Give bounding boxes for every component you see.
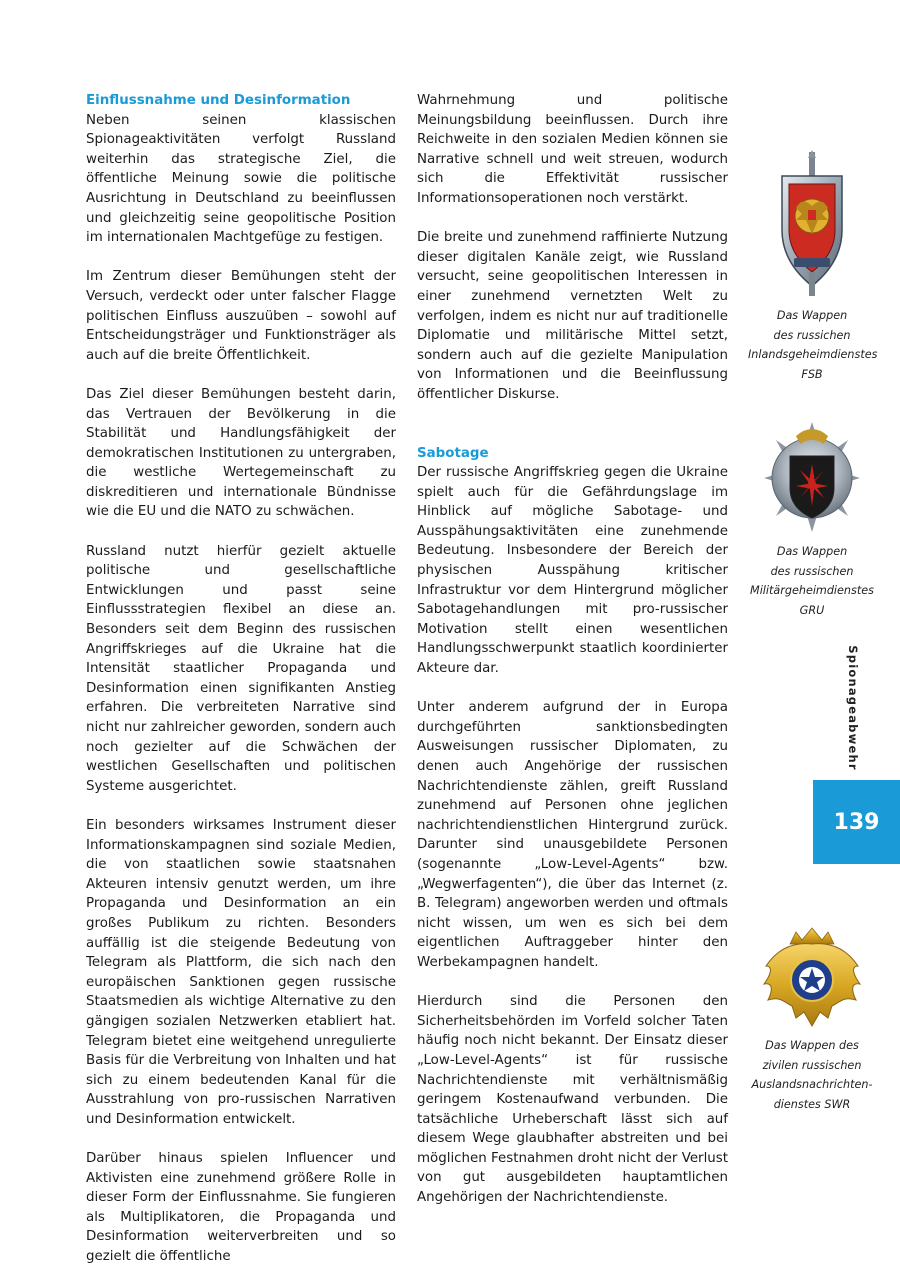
section-heading-sabotage: Sabotage — [417, 445, 489, 461]
page-number: 139 — [813, 780, 900, 864]
paragraph: Wahrnehmung und politische Meinungsbildung beeinflussen. Durch ihre Reichweite in den sozialen Medien können sie Narrative schnell und weit streuen, wodurch sich die Effektivität russischer Informationsoperationen noch verstärkt. — [417, 93, 728, 206]
section-heading-einflussnahme: Einflussnahme und Desinformation — [86, 93, 351, 108]
paragraph: Im Zentrum dieser Bemühungen steht der Versuch, verdeckt oder unter falscher Flagge politischen Einfluss auszuüben – sowohl auf Entscheidungsträger und Funktionsträger als auch auf die breite Öffentlichkeit. — [86, 269, 396, 363]
paragraph: Hierdurch sind die Personen den Sicherheitsbehörden im Vorfeld solcher Taten häufig noch nicht bekannt. Der Einsatz dieser „Low-Level-Agents“ ist für russische Nachrichtendienste mit verhältnismäßig geringem Kostenaufwand verbunden. Die tatsächliche Urheberschaft lässt sich auf diesem Wege glaubhafter abstreiten und bei möglichen Festnahmen droht nicht der Verlust von gut ausgebildeten hauptamtlichen Angehörigen der Nachrichtendienste. — [417, 994, 728, 1206]
gru-caption: Das Wappen des russischen Militärgeheimdienstes GRU — [750, 545, 874, 617]
paragraph: Darüber hinaus spielen Influencer und Aktivisten eine zunehmend größere Rolle in dieser Form der Einflussnahme. Sie fungieren als Multiplikatoren, die Propaganda und Desinformation weiterverbreiten und so gezielt die öffentliche — [86, 1151, 396, 1265]
swr-figure — [748, 922, 876, 1114]
left-column — [86, 91, 396, 1286]
paragraph: Die breite und zunehmend raffinierte Nutzung dieser digitalen Kanäle zeigt, wie Russland versucht, seine geopolitischen Interessen in einer zunehmend vernetzten Welt zu verfolgen, indem es nicht nur auf traditionelle Diplomatie und militärische Mittel setzt, sondern auch auf die gezielte Manipulation von Informationen und die Beeinflussung öffentlicher Diskurse. — [417, 230, 728, 402]
paragraph: Das Ziel dieser Bemühungen besteht darin, das Vertrauen der Bevölkerung in die Stabilität und Handlungsfähigkeit der demokratischen Institutionen zu untergraben, die westliche Wertegemeinschaft zu diskreditieren und internationale Bündnisse wie die EU und die NATO zu schwächen. — [86, 386, 396, 520]
gru-figure — [748, 418, 876, 620]
paragraph: Russland nutzt hierfür gezielt aktuelle politische und gesellschaftliche Entwicklungen und passt seine Einflussstrategien flexibel an diese an. Besonders seit dem Beginn des russischen Angriffskrieges auf die Ukraine hat die Intensität staatlicher Propaganda und Desinformation einen signifikanten Anstieg erfahren. Die verbreiteten Narrative sind nicht nur zahlreicher geworden, sondern auch noch gezielter auf die Schwächen der westlichen Gesellschaften und politischen Systeme ausgerichtet. — [86, 543, 396, 794]
fsb-emblem-icon — [772, 150, 852, 300]
middle-column — [417, 91, 728, 1227]
paragraph: Neben seinen klassischen Spionageaktivitäten verfolgt Russland weiterhin das strategische Ziel, die öffentliche Meinung sowie die politische Ausrichtung in Deutschland zu beeinflussen und gleichzeitig seine geopolitische Position im internationalen Machtgefüge zu festigen. — [86, 112, 396, 246]
fsb-caption: Das Wappen des russichen Inlandsgeheimdienstes FSB — [748, 309, 878, 381]
fsb-figure — [748, 150, 876, 384]
gru-emblem-icon — [760, 418, 864, 536]
paragraph: Unter anderem aufgrund der in Europa durchgeführten sanktionsbedingten Ausweisungen russischer Diplomaten, zu denen auch Angehörige der russischen Nachrichtendienste zählen, greift Russland zunehmend auf Personen ohne jeglichen nachrichtendienstlichen Hintergrund zurück. Darunter sind unausgebildete Personen (sogenannte „Low-Level-Agents“ bzw. „Wegwerfagenten“), die über das Internet (z. B. Telegram) angeworben werden und oftmals nicht wissen, um wen es sich bei dem eigentlichen Auftraggeber hinter den Werbekampagnen handelt. — [417, 700, 728, 970]
swr-caption: Das Wappen des zivilen russischen Auslandsnachrichten- dienstes SWR — [751, 1039, 873, 1111]
paragraph: Der russische Angriffskrieg gegen die Ukraine spielt auch für die Gefährdungslage im Hinblick auf mögliche Sabotage- und Ausspähungsaktivitäten eine zunehmende Bedeutung. Insbesondere der Bereich der physischen Ausspähung kritischer Infrastruktur vor dem Hintergrund möglicher Sabotagehandlungen mit pro-russischer Motivation stellt einen wesentlichen Handlungsschwerpunkt staatlich koordinierter Akteure dar. — [417, 465, 728, 677]
swr-emblem-icon — [760, 922, 864, 1030]
section-label: Spionageabwehr — [846, 645, 860, 771]
paragraph: Ein besonders wirksames Instrument dieser Informationskampagnen sind soziale Medien, die von staatlichen sowie staatsnahen Akteuren intensiv genutzt werden, um ihre Propaganda und Desinformation an ein großes Publikum zu richten. Besonders auffällig ist die steigende Bedeutung von Telegram als Plattform, die sich nach den europäischen Sanktionen gegen russische Staatsmedien als wichtige Alternative zu den gängigen sozialen Netzwerken etabliert hat. Telegram bietet eine weitgehend unregulierte Basis für die Verbreitung von Inhalten und hat sich zu einem bedeutenden Kanal für die Ausstrahlung von pro-russischen Narrativen und Desinformation entwickelt. — [86, 817, 396, 1127]
